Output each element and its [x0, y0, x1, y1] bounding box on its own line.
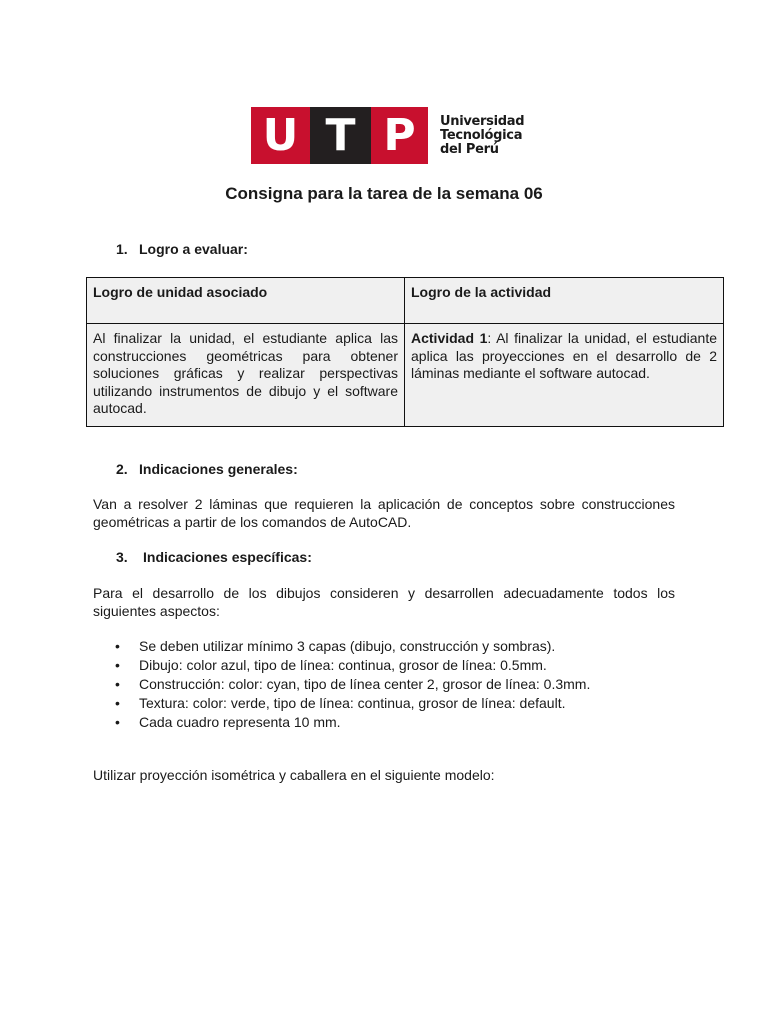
activity-achievement-cell [405, 324, 724, 427]
unit-achievement-cell: Al finalizar la unidad, el estudiante aplica las construcciones geométricas para obtener soluciones gráficas y realizar perspectivas utilizando instrumentos de dibujo y el software autocad. [87, 324, 405, 427]
list-item [93, 656, 590, 675]
logo-letter-p: P [371, 107, 428, 164]
bullet-icon: • [115, 676, 120, 692]
activity-text: : Al finalizar la unidad, el estudiante aplica las proyecciones en el desarrollo de 2 láminas mediante el software autocad. [411, 330, 717, 381]
aspects-list [93, 637, 590, 732]
logo-name-line: Universidad [440, 113, 525, 129]
list-item-text: Construcción: color: cyan, tipo de línea center 2, grosor de línea: 0.3mm. [139, 676, 591, 692]
table-row [87, 324, 724, 427]
section-title: Logro a evaluar: [139, 241, 248, 257]
closing-instruction: Utilizar proyección isométrica y caballera en el siguiente modelo: [93, 767, 495, 783]
section-1-heading [116, 241, 248, 257]
achievements-table [86, 277, 724, 427]
specific-indications-intro: Para el desarrollo de los dibujos consideren y desarrollen adecuadamente todos los siguientes aspectos: [93, 585, 675, 619]
logo-letter-u: U [251, 107, 310, 164]
logo-name-line: del Perú [440, 141, 499, 157]
section-number: 3. [116, 549, 128, 565]
bullet-icon: • [115, 714, 120, 730]
activity-label: Actividad 1 [411, 330, 488, 346]
section-title: Indicaciones específicas: [143, 549, 312, 565]
table-header-unit: Logro de unidad asociado [87, 278, 405, 324]
table-header-activity: Logro de la actividad [405, 278, 724, 324]
table-header-row [87, 278, 724, 324]
list-item [93, 713, 590, 732]
list-item-text: Se deben utilizar mínimo 3 capas (dibujo, construcción y sombras). [139, 638, 556, 654]
logo-university-name [440, 115, 524, 157]
list-item-text: Cada cuadro representa 10 mm. [139, 714, 341, 730]
list-item-text: Dibujo: color azul, tipo de línea: continua, grosor de línea: 0.5mm. [139, 657, 547, 673]
list-item [93, 675, 590, 694]
logo-letter-t: T [310, 107, 371, 164]
list-item-text: Textura: color: verde, tipo de línea: continua, grosor de línea: default. [139, 695, 566, 711]
section-number: 1. [116, 241, 128, 257]
list-item [93, 637, 590, 656]
bullet-icon: • [115, 695, 120, 711]
section-title: Indicaciones generales: [139, 461, 298, 477]
bullet-icon: • [115, 657, 120, 673]
list-item [93, 694, 590, 713]
document-title: Consigna para la tarea de la semana 06 [225, 184, 543, 203]
utp-logo [251, 107, 524, 164]
general-indications-text: Van a resolver 2 láminas que requieren la aplicación de conceptos sobre construcciones geométricas a partir de los comandos de AutoCAD. [93, 496, 675, 530]
section-3-heading [116, 549, 312, 565]
bullet-icon: • [115, 638, 120, 654]
logo-name-line: Tecnológica [440, 127, 523, 143]
section-number: 2. [116, 461, 128, 477]
section-2-heading [116, 461, 298, 477]
logo-letters [251, 107, 428, 164]
